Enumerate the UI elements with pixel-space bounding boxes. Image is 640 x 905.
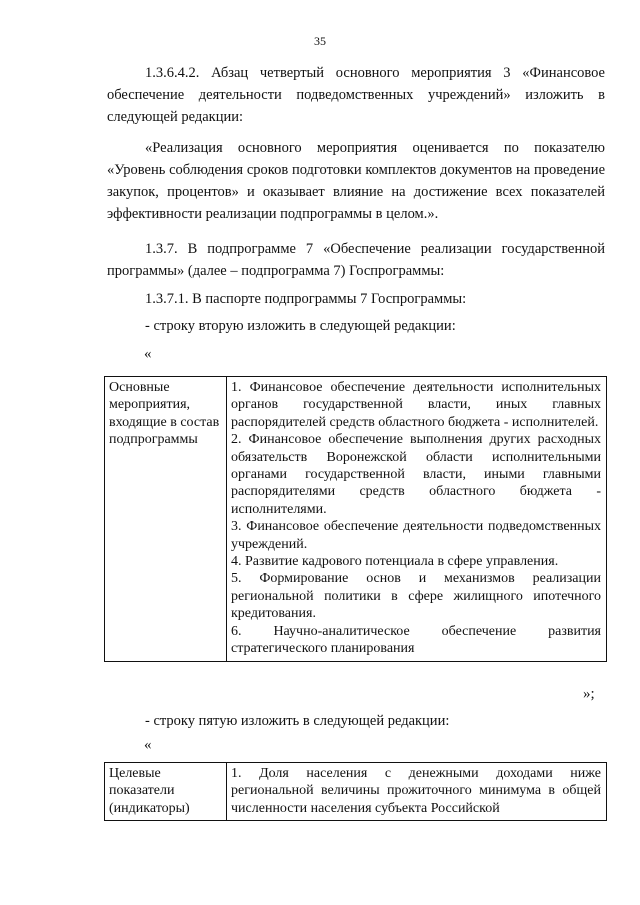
row-label: Целевые показатели (индикаторы) (105, 763, 227, 821)
list-item: 5. Формирование основ и механизмов реализации региональной политики в сфере жилищного ипотечного кредитования. (231, 571, 601, 622)
paragraph-1: 1.3.6.4.2. Абзац четвертый основного мероприятия 3 «Финансовое обеспечение деятельности подведомственных учреждений» изложить в следующей редакции: (107, 65, 605, 125)
paragraph-2: «Реализация основного мероприятия оценивается по показателю «Уровень соблюдения сроков подготовки комплектов документов на проведение закупок, процентов» и оказывает влияние на достижение всех показателей эффективности реализации подпрограммы в целом.». (107, 140, 605, 222)
paragraph-4: 1.3.7.1. В паспорте подпрограммы 7 Госпрограммы: (145, 291, 467, 307)
paragraph-6: - строку пятую изложить в следующей редакции: (145, 713, 450, 729)
list-item: 1. Финансовое обеспечение деятельности исполнительных органов государственной власти, иных главных распорядителей средств областного бюджета - исполнителей. (231, 380, 601, 430)
close-quote-1: »; (583, 686, 595, 702)
open-quote-1: « (144, 346, 152, 362)
table-row (105, 377, 607, 662)
list-item: 6. Научно-аналитическое обеспечение развития стратегического планирования (231, 623, 601, 657)
paragraph-3: 1.3.7. В подпрограмме 7 «Обеспечение реализации государственной программы» (далее – подпрограмма 7) Госпрограммы: (107, 241, 605, 279)
list-item: 4. Развитие кадрового потенциала в сфере управления. (231, 554, 559, 570)
page-number: 35 (314, 34, 326, 48)
target-indicators-table-wrap (100, 762, 612, 824)
row-label: Основные мероприятия, входящие в состав подпрограммы (105, 377, 227, 662)
subprogram-measures-table (104, 376, 607, 662)
row-content: 1. Доля населения с денежными доходами ниже региональной величины прожиточного минимума в общей численности населения субъекта Российской (227, 763, 607, 821)
row-content (227, 377, 607, 662)
list-item: 2. Финансовое обеспечение выполнения других расходных обязательств Воронежской области исполнительными органами государственной власти, иными главными распорядителями средств областного бюджета - исполнителями. (231, 432, 601, 517)
target-indicators-table (104, 762, 607, 821)
table-row (105, 763, 607, 821)
open-quote-2: « (144, 737, 152, 753)
paragraph-5: - строку вторую изложить в следующей редакции: (145, 318, 456, 334)
list-item: 3. Финансовое обеспечение деятельности подведомственных учреждений. (231, 519, 601, 552)
